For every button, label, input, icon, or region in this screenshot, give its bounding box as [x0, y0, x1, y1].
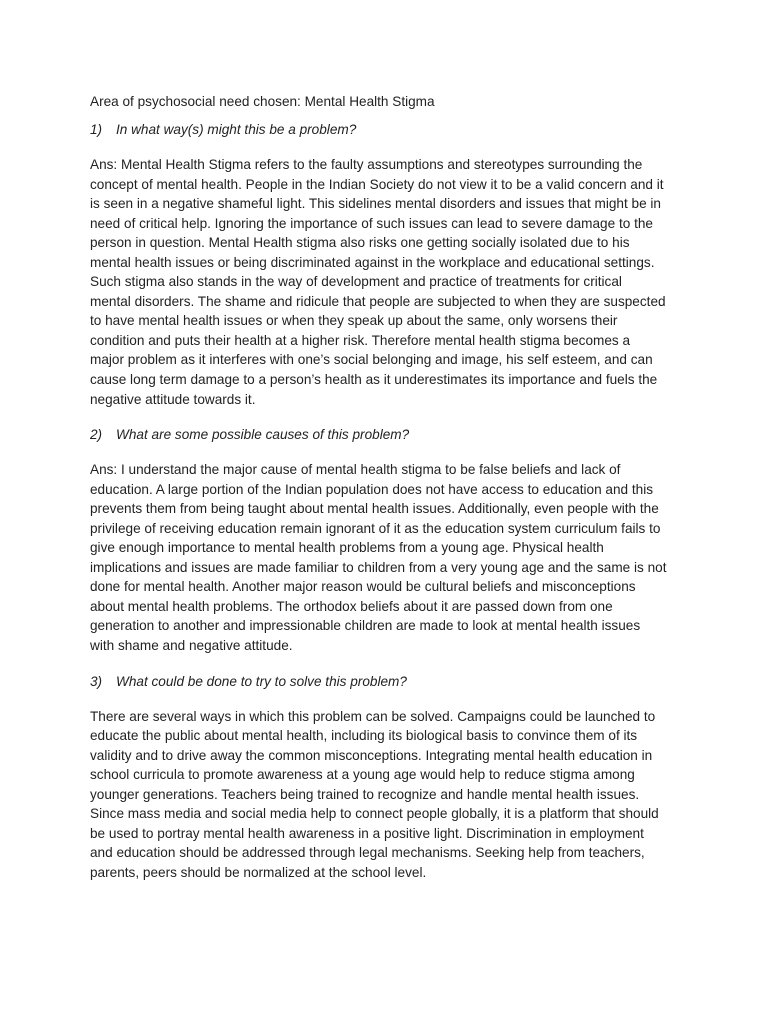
answer-line: need of critical help. Ignoring the importance of such issues can lead to severe damage to the [90, 215, 653, 231]
answer-line: parents, peers should be normalized at the school level. [90, 864, 427, 880]
answer-line: condition and puts their health at a higher risk. Therefore mental health stigma becomes a [90, 332, 631, 348]
answer-line: generation to another and impressionable children are made to look at mental health issues [90, 618, 641, 634]
answer-1 [90, 155, 680, 409]
answer-line: give enough importance to mental health problems from a young age. Physical health [90, 540, 604, 556]
answer-line: with shame and negative attitude. [90, 638, 293, 654]
answer-line: done for mental health. Another major reason would be cultural beliefs and misconceptions [90, 579, 636, 595]
answer-line: mental disorders. The shame and ridicule that people are subjected to when they are suspected [90, 293, 666, 309]
answer-line: education. A large portion of the Indian population does not have access to education and this [90, 481, 654, 497]
answer-line: privilege of receiving education remain ignorant of it as the education system curriculum fails to [90, 520, 661, 536]
answer-line: Ans: I understand the major cause of mental health stigma to be false beliefs and lack of [90, 462, 621, 478]
answer-line: and education should be addressed through legal mechanisms. Seeking help from teachers, [90, 845, 645, 861]
answer-line: be used to portray mental health awareness in a positive light. Discrimination in employment [90, 825, 644, 841]
question-text: What are some possible causes of this problem? [116, 427, 410, 443]
answer-line: negative attitude towards it. [90, 391, 256, 407]
answer-line: person in question. Mental Health stigma also risks one getting socially isolated due to his [90, 235, 630, 251]
answer-line: Since mass media and social media help to connect people globally, it is a platform that should [90, 806, 659, 822]
document-page [90, 92, 680, 899]
question-1 [90, 120, 680, 139]
question-3 [90, 672, 680, 691]
question-2 [90, 425, 680, 444]
question-text: What could be done to try to solve this problem? [116, 673, 407, 689]
answer-line: concept of mental health. People in the Indian Society do not view it to be a valid concern and it [90, 176, 664, 192]
question-number: 2) [90, 427, 103, 443]
answer-line: younger generations. Teachers being trained to recognize and handle mental health issues. [90, 786, 640, 802]
question-text: In what way(s) might this be a problem? [116, 122, 357, 137]
answer-line: is seen in a negative shameful light. This sidelines mental disorders and issues that might be in [90, 196, 661, 212]
answer-line: mental health issues or being discriminated against in the workplace and educational settings. [90, 254, 655, 270]
answer-line: Ans: Mental Health Stigma refers to the faulty assumptions and stereotypes surrounding the [90, 157, 643, 172]
answer-line: educate the public about mental health, including its biological basis to convince them of its [90, 728, 638, 744]
answer-line: school curricula to promote awareness at a young age would help to reduce stigma among [90, 767, 635, 783]
answer-line: about mental health problems. The orthodox beliefs about it are passed down from one [90, 598, 613, 614]
document-title: Area of psychosocial need chosen: Mental Health Stigma [90, 94, 435, 109]
answer-line: cause long term damage to a person’s health as it underestimates its importance and fuels the [90, 372, 658, 388]
answer-line: validity and to drive away the common misconceptions. Integrating mental health education in [90, 747, 653, 763]
answer-line: prevents them from being taught about mental health issues. Additionally, even people with the [90, 501, 659, 517]
answer-line: There are several ways in which this problem can be solved. Campaigns could be launched to [90, 708, 656, 724]
answer-line: Such stigma also stands in the way of development and practice of treatments for critical [90, 274, 622, 290]
answer-2 [90, 460, 680, 655]
answer-line: to have mental health issues or when they speak up about the same, only worsens their [90, 313, 618, 329]
answer-line: implications and issues are made familiar to children from a very young age and the same is not [90, 559, 667, 575]
question-number: 3) [90, 673, 103, 689]
answer-3 [90, 707, 680, 883]
question-number: 1) [90, 122, 103, 137]
answer-line: major problem as it interferes with one’s social belonging and image, his self esteem, and can [90, 352, 653, 368]
